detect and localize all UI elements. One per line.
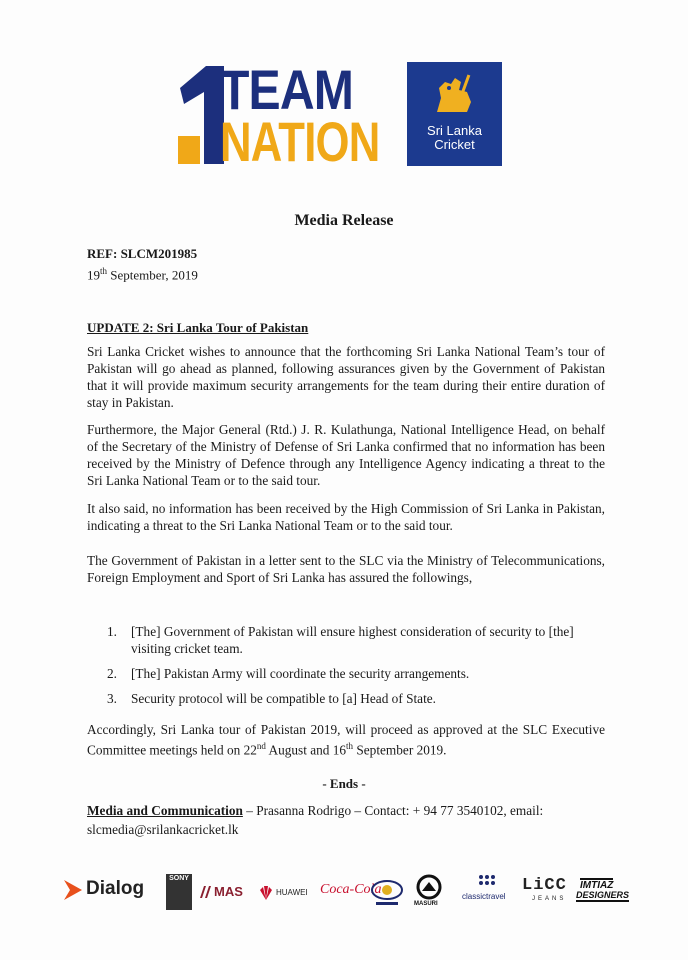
slc-line1: Sri Lanka: [427, 123, 482, 138]
sponsor-mas: MAS: [214, 884, 243, 899]
contact-details: – Prasanna Rodrigo – Contact: + 94 77 3540102, email: slcmedia@srilankacricket.lk: [87, 803, 544, 837]
lion-crest-icon: [427, 68, 483, 124]
team-nation-logo: [176, 58, 506, 173]
dialog-logo-icon: [62, 878, 84, 902]
sponsor-masuri: MASURI: [414, 901, 438, 907]
sponsor-classic-travel: classictravel: [462, 892, 506, 901]
eye-logo-icon: [370, 876, 404, 908]
classic-travel-logo-icon: [478, 874, 496, 890]
number-one-icon: [176, 66, 226, 164]
contact-label: Media and Communication: [87, 803, 243, 818]
sponsor-licc: LiCC: [522, 876, 567, 895]
huawei-logo-icon: [258, 886, 274, 900]
slc-badge: [407, 62, 502, 166]
contact-info: [87, 801, 607, 839]
list-item: 2. [The] Pakistan Army will coordinate the security arrangements.: [107, 666, 470, 681]
release-date: 19th September, 2019: [87, 266, 198, 283]
sponsor-imtiaz: IMTIAZ: [580, 880, 614, 891]
sponsor-huawei: HUAWEI: [276, 888, 308, 897]
sponsor-strip: [62, 868, 632, 918]
slc-line2: Cricket: [434, 137, 475, 152]
sponsor-dialog: Dialog: [86, 878, 145, 899]
ends-marker: - Ends -: [322, 776, 366, 791]
masuri-logo-icon: [416, 874, 442, 900]
sponsor-cocacola: Coca-Cola: [320, 882, 382, 897]
assurance-list: [107, 623, 607, 715]
paragraph-3: It also said, no information has been received by the High Commission of Sri Lanka in Pakistan, indicating a threat to the Sri Lanka National Team or to the said tour.: [87, 501, 605, 533]
mas-logo-icon: [200, 886, 214, 898]
logo-nation-text: NATION: [220, 110, 380, 173]
sponsor-sony: SONY: [166, 874, 192, 910]
logo-team-text: TEAM: [220, 58, 354, 121]
page-title: Media Release: [294, 212, 394, 229]
sponsor-imtiaz-sub: DESIGNERS: [576, 890, 630, 900]
paragraph-2: Furthermore, the Major General (Rtd.) J. R. Kulathunga, National Intelligence Head, on behalf of the Secretary of the Ministry of Defense of Sri Lanka confirmed that no information has been received by the Ministry of Defence through any Intelligence Agency indicating a threat to the Sri Lanka National Team or to the said tour.: [87, 422, 605, 488]
reference-number: REF: SLCM201985: [87, 246, 198, 261]
sponsor-licc-sub: JEANS: [532, 896, 567, 902]
paragraph-final: Accordingly, Sri Lanka tour of Pakistan 2019, will proceed as approved at the SLC Executive Committee meetings held on 22nd August and 16th September 2019.: [87, 722, 605, 758]
paragraph-1: Sri Lanka Cricket wishes to announce that the forthcoming Sri Lanka National Team’s tour of Pakistan will go ahead as planned, following assurances given by the Government of Pakistan that it will provide maximum security arrangements for the team during their entire duration of stay in Pakistan.: [87, 344, 605, 410]
paragraph-4: The Government of Pakistan in a letter sent to the SLC via the Ministry of Telecommunications, Foreign Employment and Sport of Sri Lanka has assured the followings,: [87, 553, 605, 585]
list-item: 3. Security protocol will be compatible to [a] Head of State.: [107, 691, 436, 706]
update-heading: UPDATE 2: Sri Lanka Tour of Pakistan: [87, 320, 309, 335]
list-item: 1. [The] Government of Pakistan will ensure highest consideration of security to [the] visiting cricket team.: [107, 624, 574, 656]
